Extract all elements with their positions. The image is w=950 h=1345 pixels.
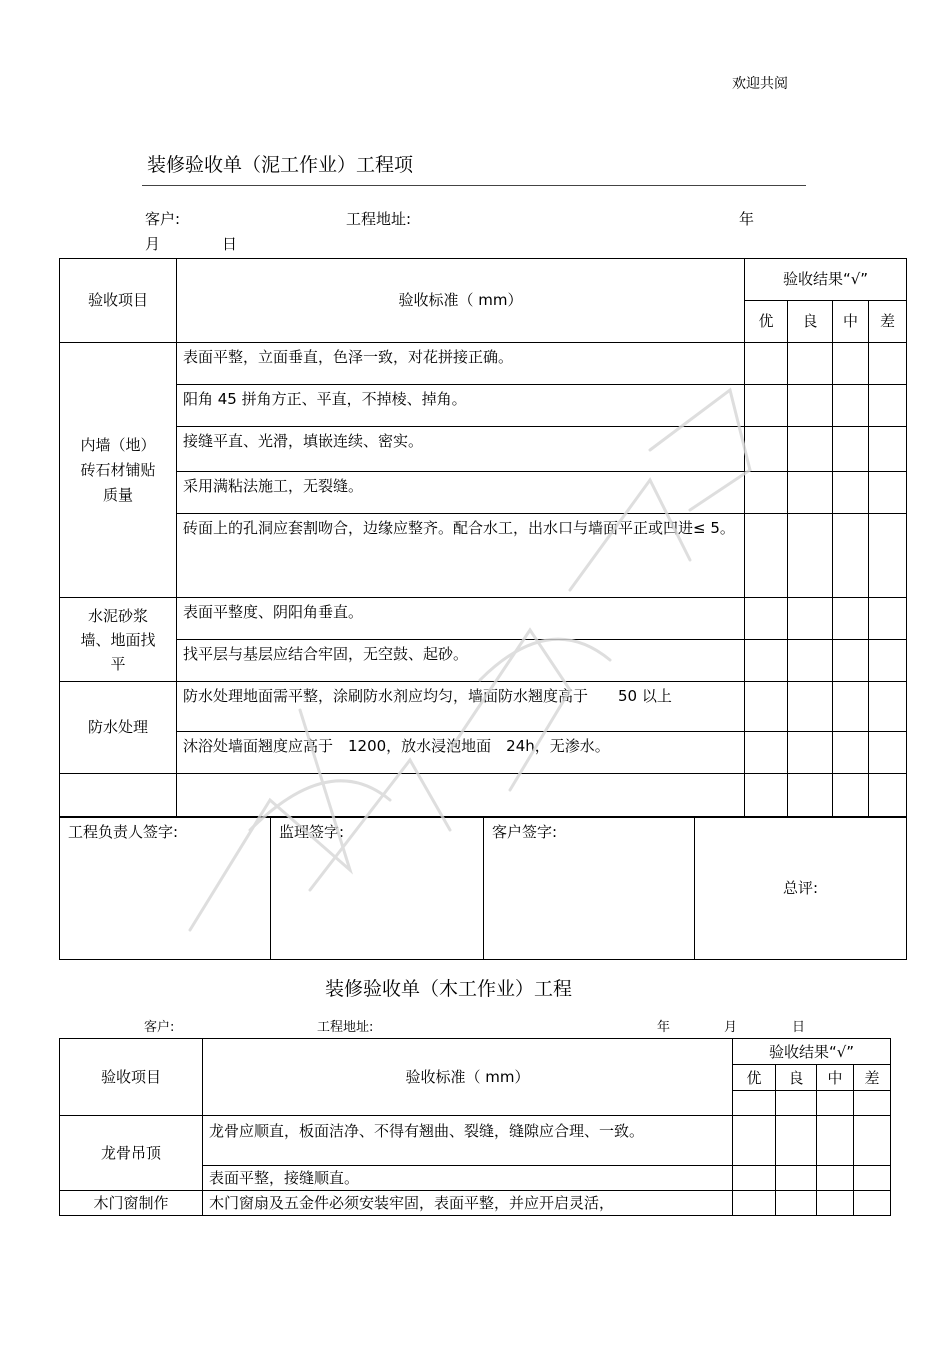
empty-cell: [177, 774, 745, 817]
check-cell[interactable]: [833, 385, 869, 427]
group-item-name: 防水处理: [60, 682, 177, 774]
form2-table: [59, 1038, 891, 1216]
standard-text: 采用满粘法施工，无裂缝。: [177, 472, 745, 514]
form1-customer-label: 客户:: [145, 210, 181, 228]
check-cell[interactable]: [869, 427, 907, 472]
check-cell[interactable]: [788, 472, 833, 514]
check-cell[interactable]: [788, 732, 833, 774]
check-cell[interactable]: [833, 343, 869, 385]
sign-customer-label: 客户签字:: [492, 823, 558, 841]
form2-customer-label: 客户:: [144, 1020, 175, 1035]
empty-cell: [60, 774, 177, 817]
group-item-name: 木门窗制作: [60, 1191, 203, 1216]
check-cell[interactable]: [776, 1191, 817, 1216]
standard-text: 防水处理地面需平整，涂刷防水剂应均匀，墙面防水翘度高于 50 以上: [177, 682, 745, 732]
form2-title: 装修验收单（木工作业）工程: [325, 978, 573, 1000]
check-cell[interactable]: [745, 732, 788, 774]
check-cell[interactable]: [854, 1091, 891, 1116]
sign-manager-label: 工程负责人签字:: [68, 823, 179, 841]
check-cell[interactable]: [833, 427, 869, 472]
col-result-header: 验收结果“√”: [733, 1039, 891, 1065]
check-cell[interactable]: [817, 1091, 854, 1116]
standard-text: 沐浴处墙面翘度应高于 1200，放水浸泡地面 24h，无渗水。: [177, 732, 745, 774]
check-cell[interactable]: [745, 682, 788, 732]
check-cell[interactable]: [788, 774, 833, 817]
check-cell[interactable]: [869, 598, 907, 640]
col-item-header: 验收项目: [60, 1039, 203, 1116]
standard-text: 接缝平直、光滑，填嵌连续、密实。: [177, 427, 745, 472]
check-cell[interactable]: [833, 514, 869, 598]
check-cell[interactable]: [788, 427, 833, 472]
sign-manager-field[interactable]: [60, 818, 271, 960]
sign-supervisor-label: 监理签字:: [279, 823, 345, 841]
check-cell[interactable]: [817, 1116, 854, 1166]
form2-month-label: 月: [724, 1020, 738, 1035]
form1-year-label: 年: [739, 210, 755, 228]
check-cell[interactable]: [869, 514, 907, 598]
standard-text: 表面平整，立面垂直，色泽一致，对花拼接正确。: [177, 343, 745, 385]
check-cell[interactable]: [833, 682, 869, 732]
standard-text: 表面平整度、阴阳角垂直。: [177, 598, 745, 640]
standard-text: 龙骨应顺直，板面洁净、不得有翘曲、裂缝，缝隙应合理、一致。: [203, 1116, 733, 1166]
check-cell[interactable]: [745, 514, 788, 598]
check-cell[interactable]: [854, 1191, 891, 1216]
check-cell[interactable]: [788, 640, 833, 682]
grade-poor: 差: [869, 301, 907, 343]
group-item-name: 水泥砂浆 墙、地面找 平: [60, 598, 177, 682]
check-cell[interactable]: [854, 1116, 891, 1166]
col-standard-header: 验收标准（ mm）: [177, 259, 745, 343]
check-cell[interactable]: [788, 514, 833, 598]
grade-good: 良: [776, 1065, 817, 1091]
check-cell[interactable]: [745, 343, 788, 385]
check-cell[interactable]: [869, 385, 907, 427]
standard-text: 木门窗扇及五金件必须安装牢固，表面平整，并应开启灵活，: [203, 1191, 733, 1216]
check-cell[interactable]: [776, 1091, 817, 1116]
check-cell[interactable]: [745, 774, 788, 817]
grade-medium: 中: [817, 1065, 854, 1091]
signature-table: [59, 817, 907, 960]
check-cell[interactable]: [869, 682, 907, 732]
check-cell[interactable]: [733, 1116, 776, 1166]
check-cell[interactable]: [869, 774, 907, 817]
check-cell[interactable]: [833, 732, 869, 774]
form1-address-label: 工程地址:: [346, 210, 412, 228]
form2-day-label: 日: [792, 1020, 806, 1035]
grade-good: 良: [788, 301, 833, 343]
standard-text: 砖面上的孔洞应套割吻合，边缘应整齐。配合水工，出水口与墙面平正或凹进≤ 5。: [177, 514, 745, 598]
grade-excellent: 优: [745, 301, 788, 343]
check-cell[interactable]: [869, 343, 907, 385]
check-cell[interactable]: [817, 1191, 854, 1216]
check-cell[interactable]: [788, 598, 833, 640]
check-cell[interactable]: [776, 1166, 817, 1191]
check-cell[interactable]: [869, 472, 907, 514]
grade-excellent: 优: [733, 1065, 776, 1091]
check-cell[interactable]: [833, 774, 869, 817]
check-cell[interactable]: [833, 472, 869, 514]
title-underline: [142, 185, 806, 186]
check-cell[interactable]: [833, 598, 869, 640]
form2-year-label: 年: [657, 1020, 671, 1035]
sign-supervisor-field[interactable]: [271, 818, 484, 960]
form1-day-label: 日: [222, 235, 238, 253]
col-result-header: 验收结果“√”: [745, 259, 907, 301]
overall-field[interactable]: [695, 818, 907, 960]
check-cell[interactable]: [733, 1166, 776, 1191]
check-cell[interactable]: [776, 1116, 817, 1166]
col-standard-header: 验收标准（ mm）: [203, 1039, 733, 1116]
group-item-name: 龙骨吊顶: [60, 1116, 203, 1191]
check-cell[interactable]: [745, 598, 788, 640]
check-cell[interactable]: [817, 1166, 854, 1191]
check-cell[interactable]: [745, 640, 788, 682]
sign-customer-field[interactable]: [484, 818, 695, 960]
standard-text: 找平层与基层应结合牢固，无空鼓、起砂。: [177, 640, 745, 682]
standard-text: 阳角 45 拼角方正、平直，不掉棱、掉角。: [177, 385, 745, 427]
check-cell[interactable]: [745, 427, 788, 472]
standard-text: 表面平整，接缝顺直。: [203, 1166, 733, 1191]
check-cell[interactable]: [869, 640, 907, 682]
group-item-name: 内墙（地） 砖石材铺贴 质量: [60, 343, 177, 598]
check-cell[interactable]: [745, 385, 788, 427]
check-cell[interactable]: [733, 1091, 776, 1116]
form1-title: 装修验收单（泥工作业）工程项: [147, 154, 414, 176]
check-cell[interactable]: [788, 682, 833, 732]
check-cell[interactable]: [733, 1191, 776, 1216]
check-cell[interactable]: [854, 1166, 891, 1191]
header-note: 欢迎共阅: [732, 76, 788, 92]
form1-table: [59, 258, 907, 817]
overall-label: 总评:: [782, 879, 819, 897]
grade-poor: 差: [854, 1065, 891, 1091]
check-cell[interactable]: [833, 640, 869, 682]
form1-month-label: 月: [145, 235, 161, 253]
grade-medium: 中: [833, 301, 869, 343]
check-cell[interactable]: [788, 385, 833, 427]
form2-address-label: 工程地址:: [317, 1020, 374, 1035]
col-item-header: 验收项目: [60, 259, 177, 343]
check-cell[interactable]: [745, 472, 788, 514]
check-cell[interactable]: [788, 343, 833, 385]
check-cell[interactable]: [869, 732, 907, 774]
